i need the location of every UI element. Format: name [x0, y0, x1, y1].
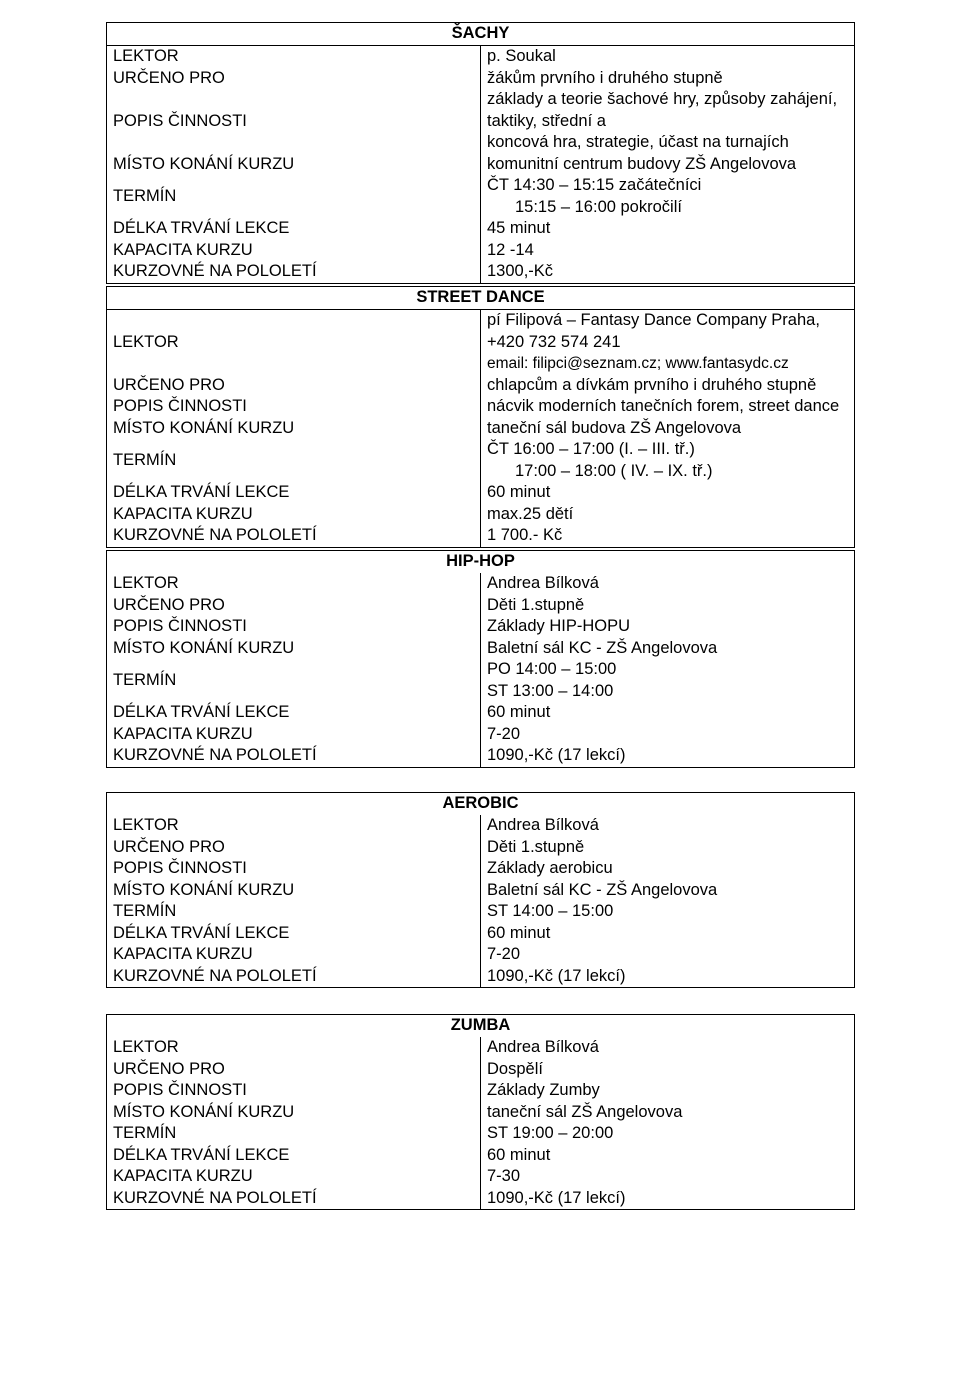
value-popis: nácvik moderních tanečních forem, street dance: [487, 397, 840, 415]
course-title: HIP-HOP: [446, 552, 515, 571]
value-kurzovne: 1090,-Kč (17 lekcí): [487, 1188, 626, 1207]
course-zumba: [106, 1014, 855, 1210]
value-kapacita: 7-20: [487, 945, 521, 963]
value-kapacita: 7-20: [487, 724, 521, 743]
value-lektor: Andrea Bílková: [487, 1038, 599, 1056]
label-lektor: LEKTOR: [107, 310, 481, 375]
value-lektor-line2: email: filipci@seznam.cz; www.fantasydc.cz: [487, 355, 789, 372]
label-urceno: URČENO PRO: [107, 375, 481, 397]
course-title: ZUMBA: [450, 1016, 511, 1035]
label-kurzovne: KURZOVNÉ NA POLOLETÍ: [107, 966, 481, 988]
label-termin: TERMÍN: [107, 439, 481, 482]
course-aerobic: [106, 792, 855, 988]
label-termin: TERMÍN: [107, 901, 481, 923]
value-misto: Baletní sál KC - ZŠ Angelovova: [487, 638, 718, 657]
course-title: STREET DANCE: [107, 287, 855, 310]
value-misto: Baletní sál KC - ZŠ Angelovova: [487, 880, 718, 899]
value-delka: 60 minut: [487, 703, 551, 721]
value-popis: Základy aerobicu: [487, 859, 613, 877]
value-kurzovne: 1090,-Kč (17 lekcí): [487, 966, 626, 985]
label-termin: TERMÍN: [107, 1123, 481, 1145]
course-street-dance: [106, 286, 855, 548]
label-misto: MÍSTO KONÁNÍ KURZU: [107, 638, 481, 660]
course-table: [106, 792, 855, 988]
value-delka: 60 minut: [487, 1145, 551, 1164]
label-urceno: URČENO PRO: [107, 837, 481, 859]
value-delka: 60 minut: [487, 483, 551, 501]
value-kurzovne: 1 700.- Kč: [487, 526, 563, 544]
value-misto: komunitní centrum budovy ZŠ Angelovova: [487, 154, 797, 173]
course-table: [106, 1014, 855, 1210]
value-misto: taneční sál budova ZŠ Angelovova: [487, 418, 742, 437]
course-table: [106, 286, 855, 548]
course-hip-hop: [106, 550, 855, 768]
value-kapacita: 7-30: [487, 1167, 521, 1185]
label-kurzovne: KURZOVNÉ NA POLOLETÍ: [107, 745, 481, 767]
course-title: AEROBIC: [442, 794, 519, 813]
value-lektor: p. Soukal: [487, 47, 556, 65]
course-table: [106, 22, 855, 284]
label-delka: DÉLKA TRVÁNÍ LEKCE: [107, 482, 481, 504]
value-termin-line2: 15:15 – 16:00 pokročilí: [515, 197, 682, 216]
label-delka: DÉLKA TRVÁNÍ LEKCE: [107, 1145, 481, 1167]
value-termin-line1: ČT 16:00 – 17:00 (I. – III. tř.): [487, 440, 695, 458]
value-popis-line1: základy a teorie šachové hry, způsoby zahájení, taktiky, střední a: [487, 90, 838, 130]
value-lektor-line1: pí Filipová – Fantasy Dance Company Praha, +420 732 574 241: [487, 311, 820, 351]
label-lektor: LEKTOR: [107, 46, 481, 68]
value-urceno: Děti 1.stupně: [487, 837, 585, 856]
label-delka: DÉLKA TRVÁNÍ LEKCE: [107, 218, 481, 240]
label-popis: POPIS ČINNOSTI: [107, 89, 481, 154]
value-lektor: Andrea Bílková: [487, 816, 599, 834]
course-sachy: [106, 22, 855, 284]
label-lektor: LEKTOR: [107, 815, 481, 837]
label-kapacita: KAPACITA KURZU: [107, 1166, 481, 1188]
label-delka: DÉLKA TRVÁNÍ LEKCE: [107, 923, 481, 945]
label-kapacita: KAPACITA KURZU: [107, 504, 481, 526]
label-popis: POPIS ČINNOSTI: [107, 396, 481, 418]
value-urceno: Dospělí: [487, 1059, 543, 1078]
label-kurzovne: KURZOVNÉ NA POLOLETÍ: [107, 261, 481, 283]
label-lektor: LEKTOR: [107, 573, 481, 595]
value-termin-line2: ST 13:00 – 14:00: [487, 681, 614, 700]
value-delka: 45 minut: [487, 219, 551, 237]
label-popis: POPIS ČINNOSTI: [107, 1080, 481, 1102]
course-table: [106, 550, 855, 768]
value-urceno: žákům prvního i druhého stupně: [487, 68, 723, 87]
value-kapacita: max.25 dětí: [487, 504, 574, 523]
value-kurzovne: 1090,-Kč (17 lekcí): [487, 746, 626, 764]
label-termin: TERMÍN: [107, 659, 481, 702]
label-misto: MÍSTO KONÁNÍ KURZU: [107, 1102, 481, 1124]
label-urceno: URČENO PRO: [107, 595, 481, 617]
value-urceno: Děti 1.stupně: [487, 595, 585, 614]
label-urceno: URČENO PRO: [107, 1059, 481, 1081]
label-misto: MÍSTO KONÁNÍ KURZU: [107, 418, 481, 440]
value-misto: taneční sál ZŠ Angelovova: [487, 1102, 683, 1121]
label-termin: TERMÍN: [107, 175, 481, 218]
label-misto: MÍSTO KONÁNÍ KURZU: [107, 154, 481, 176]
value-kurzovne: 1300,-Kč: [487, 262, 554, 280]
value-termin: ST 19:00 – 20:00: [487, 1124, 614, 1142]
value-termin-line2: 17:00 – 18:00 ( IV. – IX. tř.): [515, 461, 713, 480]
label-misto: MÍSTO KONÁNÍ KURZU: [107, 880, 481, 902]
label-kapacita: KAPACITA KURZU: [107, 944, 481, 966]
label-urceno: URČENO PRO: [107, 68, 481, 90]
label-popis: POPIS ČINNOSTI: [107, 858, 481, 880]
label-kurzovne: KURZOVNÉ NA POLOLETÍ: [107, 525, 481, 547]
label-lektor: LEKTOR: [107, 1037, 481, 1059]
value-kapacita: 12 -14: [487, 240, 534, 259]
label-kapacita: KAPACITA KURZU: [107, 724, 481, 746]
value-termin: ST 14:00 – 15:00: [487, 902, 614, 920]
value-popis-line2: koncová hra, strategie, účast na turnajích: [487, 133, 789, 151]
course-title: ŠACHY: [107, 23, 855, 46]
label-popis: POPIS ČINNOSTI: [107, 616, 481, 638]
label-kurzovne: KURZOVNÉ NA POLOLETÍ: [107, 1188, 481, 1210]
value-popis: Základy HIP-HOPU: [487, 617, 631, 635]
value-termin-line1: PO 14:00 – 15:00: [487, 660, 617, 678]
value-urceno: chlapcům a dívkám prvního i druhého stupně: [487, 375, 817, 394]
value-lektor: Andrea Bílková: [487, 574, 599, 592]
value-delka: 60 minut: [487, 923, 551, 942]
label-delka: DÉLKA TRVÁNÍ LEKCE: [107, 702, 481, 724]
value-popis: Základy Zumby: [487, 1081, 600, 1099]
label-kapacita: KAPACITA KURZU: [107, 240, 481, 262]
value-termin-line1: ČT 14:30 – 15:15 začátečníci: [487, 176, 702, 194]
